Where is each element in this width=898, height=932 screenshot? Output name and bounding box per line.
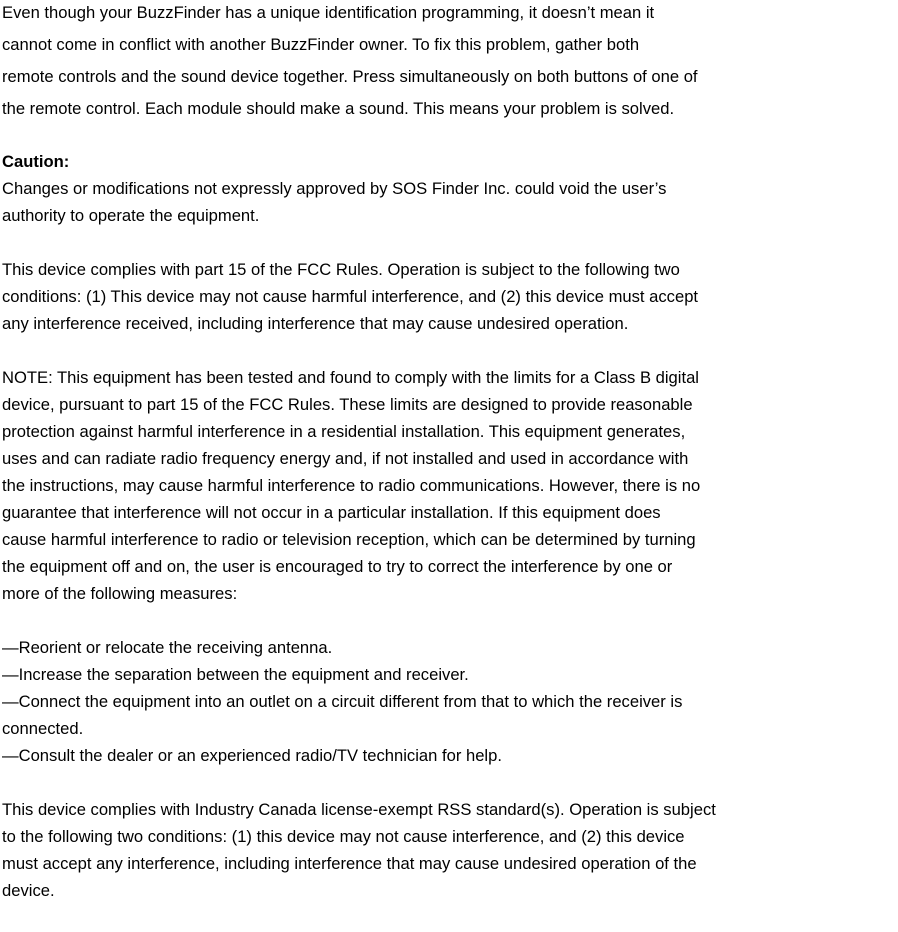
intro-line: cannot come in conflict with another BuzzFinder owner. To fix this problem, gather both bbox=[2, 35, 640, 54]
intro-line: remote controls and the sound device together. Press simultaneously on both buttons of one of bbox=[2, 67, 698, 86]
measure-item: —Consult the dealer or an experienced radio/TV technician for help. bbox=[2, 746, 502, 765]
note-line: guarantee that interference will not occur in a particular installation. If this equipment does bbox=[2, 503, 661, 522]
document-page bbox=[2, 0, 898, 904]
fcc-line: This device complies with part 15 of the FCC Rules. Operation is subject to the following two bbox=[2, 260, 680, 279]
caution-line: Changes or modifications not expressly approved by SOS Finder Inc. could void the user’s bbox=[2, 179, 667, 198]
note-line: uses and can radiate radio frequency energy and, if not installed and used in accordance with bbox=[2, 449, 689, 468]
fcc-compliance-paragraph bbox=[2, 256, 898, 337]
industry-canada-line: must accept any interference, including interference that may cause undesired operation of the bbox=[2, 854, 697, 873]
note-line: NOTE: This equipment has been tested and found to comply with the limits for a Class B digital bbox=[2, 368, 699, 387]
industry-canada-line: to the following two conditions: (1) this device may not cause interference, and (2) this device bbox=[2, 827, 685, 846]
note-line: the equipment off and on, the user is encouraged to try to correct the interference by one or bbox=[2, 557, 673, 576]
note-line: device, pursuant to part 15 of the FCC Rules. These limits are designed to provide reasonable bbox=[2, 395, 693, 414]
caution-line: authority to operate the equipment. bbox=[2, 206, 260, 225]
measure-item: —Connect the equipment into an outlet on a circuit different from that to which the receiver is bbox=[2, 692, 683, 711]
intro-paragraph bbox=[2, 0, 898, 125]
note-paragraph bbox=[2, 364, 898, 607]
industry-canada-line: This device complies with Industry Canada license-exempt RSS standard(s). Operation is subject bbox=[2, 800, 716, 819]
industry-canada-line: device. bbox=[2, 881, 55, 900]
measure-item: —Increase the separation between the equipment and receiver. bbox=[2, 665, 469, 684]
measures-list bbox=[2, 634, 898, 769]
intro-line: Even though your BuzzFinder has a unique identification programming, it doesn’t mean it bbox=[2, 3, 655, 22]
caution-heading: Caution: bbox=[2, 152, 70, 171]
measure-item: —Reorient or relocate the receiving antenna. bbox=[2, 638, 333, 657]
note-line: cause harmful interference to radio or television reception, which can be determined by turning bbox=[2, 530, 696, 549]
industry-canada-paragraph bbox=[2, 796, 898, 904]
fcc-line: conditions: (1) This device may not cause harmful interference, and (2) this device must accept bbox=[2, 287, 699, 306]
fcc-line: any interference received, including interference that may cause undesired operation. bbox=[2, 314, 629, 333]
intro-line: the remote control. Each module should make a sound. This means your problem is solved. bbox=[2, 99, 675, 118]
measure-item: connected. bbox=[2, 719, 84, 738]
note-line: protection against harmful interference in a residential installation. This equipment generates, bbox=[2, 422, 686, 441]
caution-section bbox=[2, 148, 898, 904]
note-line: the instructions, may cause harmful interference to radio communications. However, there is no bbox=[2, 476, 701, 495]
note-line: more of the following measures: bbox=[2, 584, 238, 603]
